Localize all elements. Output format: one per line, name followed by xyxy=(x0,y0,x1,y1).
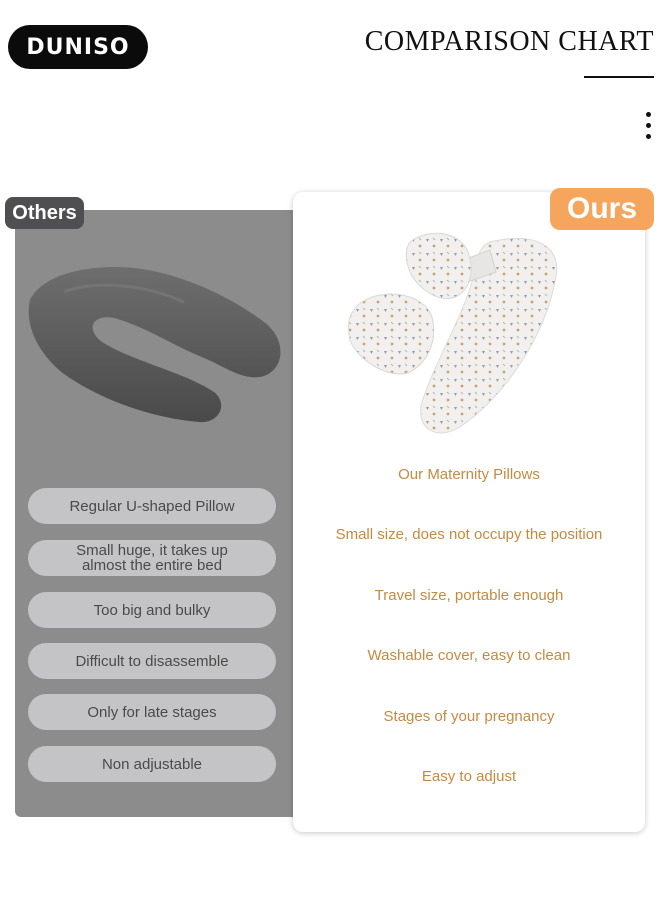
ours-item-2: Small size, does not occupy the position xyxy=(335,526,603,543)
others-tag: Others xyxy=(5,197,84,229)
others-item-3: Too big and bulky xyxy=(28,592,276,628)
page-title: COMPARISON CHART xyxy=(364,26,654,57)
others-item-2: Small huge, it takes up almost the entire bed xyxy=(28,540,276,576)
maternity-pillow-image xyxy=(340,222,570,437)
ours-item-6: Easy to adjust xyxy=(421,768,517,785)
ours-tag: Ours xyxy=(550,188,654,230)
ours-item-4: Washable cover, easy to clean xyxy=(367,647,571,664)
others-item-1: Regular U-shaped Pillow xyxy=(28,488,276,524)
ours-item-1: Our Maternity Pillows xyxy=(398,466,540,483)
title-underline xyxy=(584,76,654,78)
brand-logo xyxy=(8,25,148,69)
more-options-icon[interactable] xyxy=(644,112,652,145)
brand-logo-text: DUNISO xyxy=(26,34,130,60)
ours-item-5: Stages of your pregnancy xyxy=(383,708,555,725)
ours-item-3: Travel size, portable enough xyxy=(374,587,564,604)
others-item-5: Only for late stages xyxy=(28,694,276,730)
others-item-6: Non adjustable xyxy=(28,746,276,782)
others-item-4: Difficult to disassemble xyxy=(28,643,276,679)
u-shaped-pillow-image xyxy=(24,262,286,432)
